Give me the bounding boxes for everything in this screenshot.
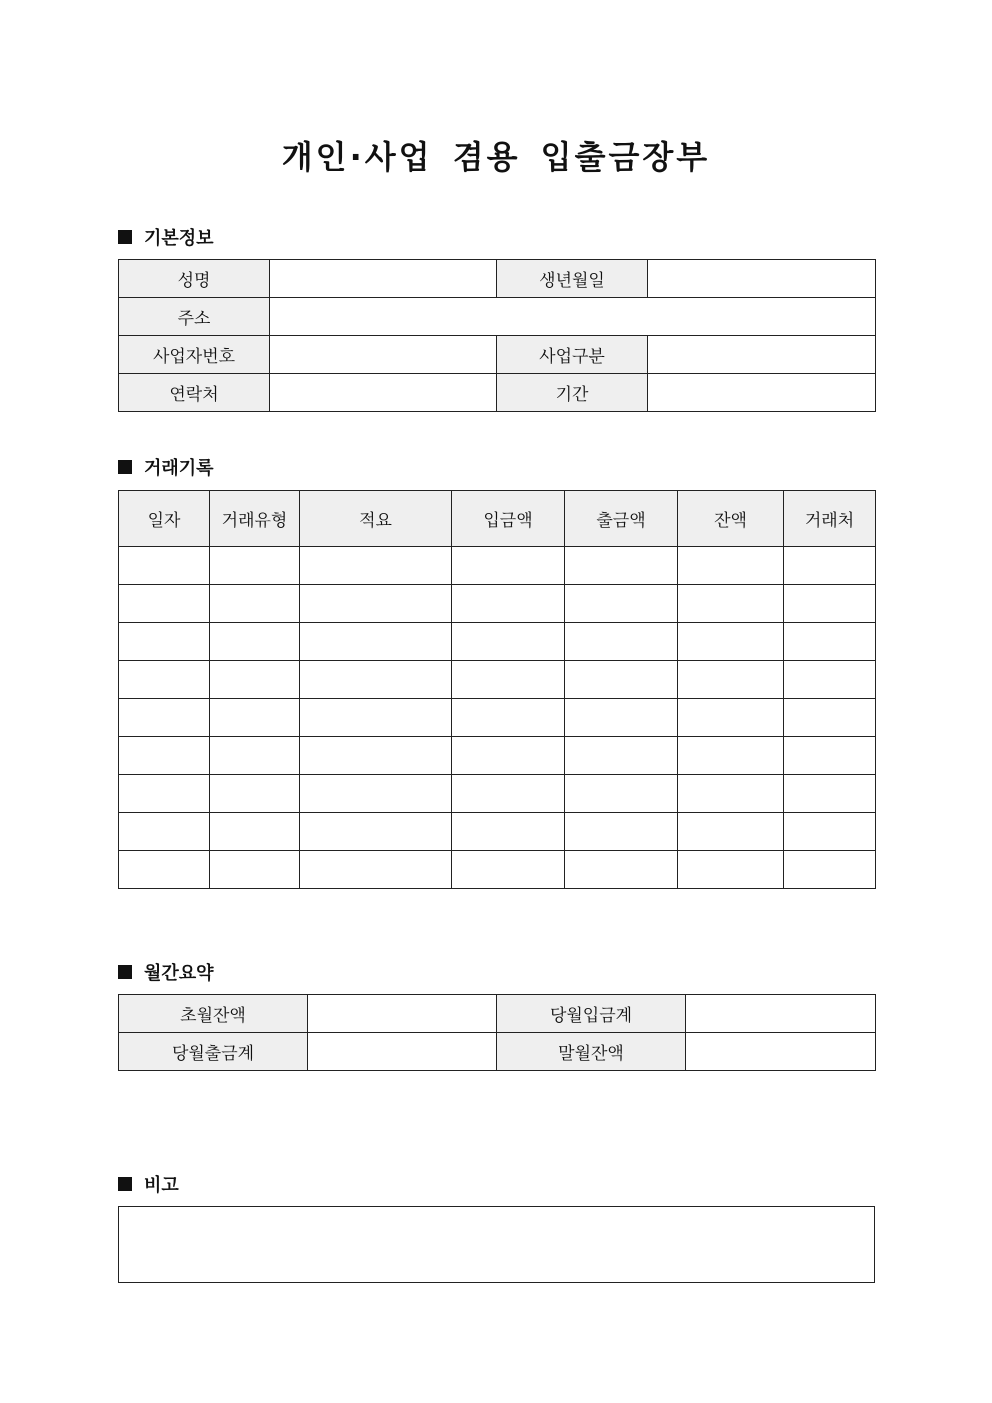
birth-label: 생년월일 — [497, 260, 648, 298]
section-transactions-heading — [118, 454, 214, 480]
col-header-withdrawal: 출금액 — [565, 491, 678, 547]
cell-date[interactable] — [119, 737, 210, 775]
month-withdrawal-total-label: 당월출금계 — [119, 1033, 308, 1071]
cell-counterparty[interactable] — [784, 737, 876, 775]
cell-deposit[interactable] — [452, 699, 565, 737]
cell-description[interactable] — [300, 661, 452, 699]
cell-withdrawal[interactable] — [565, 585, 678, 623]
cell-type[interactable] — [210, 623, 300, 661]
cell-date[interactable] — [119, 585, 210, 623]
biz-type-label: 사업구분 — [497, 336, 648, 374]
cell-date[interactable] — [119, 699, 210, 737]
cell-balance[interactable] — [678, 547, 784, 585]
col-header-date: 일자 — [119, 491, 210, 547]
cell-withdrawal[interactable] — [565, 547, 678, 585]
cell-counterparty[interactable] — [784, 623, 876, 661]
col-header-type: 거래유형 — [210, 491, 300, 547]
cell-date[interactable] — [119, 851, 210, 889]
name-field[interactable] — [270, 260, 497, 298]
birth-field[interactable] — [648, 260, 876, 298]
cell-balance[interactable] — [678, 775, 784, 813]
cell-counterparty[interactable] — [784, 547, 876, 585]
remarks-field[interactable] — [119, 1207, 875, 1283]
opening-balance-label: 초월잔액 — [119, 995, 308, 1033]
col-header-balance: 잔액 — [678, 491, 784, 547]
cell-withdrawal[interactable] — [565, 737, 678, 775]
month-deposit-total-label: 당월입금계 — [497, 995, 686, 1033]
section-summary-heading — [118, 959, 214, 985]
cell-type[interactable] — [210, 585, 300, 623]
col-header-counterparty: 거래처 — [784, 491, 876, 547]
cell-type[interactable] — [210, 661, 300, 699]
cell-deposit[interactable] — [452, 851, 565, 889]
section-basic-info-title: 기본정보 — [144, 228, 214, 249]
cell-date[interactable] — [119, 813, 210, 851]
cell-deposit[interactable] — [452, 813, 565, 851]
cell-deposit[interactable] — [452, 775, 565, 813]
table-row — [119, 699, 876, 737]
cell-balance[interactable] — [678, 851, 784, 889]
cell-withdrawal[interactable] — [565, 623, 678, 661]
cell-type[interactable] — [210, 547, 300, 585]
cell-counterparty[interactable] — [784, 699, 876, 737]
cell-balance[interactable] — [678, 699, 784, 737]
biz-no-field[interactable] — [270, 336, 497, 374]
cell-counterparty[interactable] — [784, 661, 876, 699]
cell-withdrawal[interactable] — [565, 813, 678, 851]
cell-balance[interactable] — [678, 661, 784, 699]
period-label: 기간 — [497, 374, 648, 412]
cell-description[interactable] — [300, 585, 452, 623]
cell-deposit[interactable] — [452, 737, 565, 775]
transactions-header-row — [119, 491, 876, 547]
table-row — [119, 661, 876, 699]
biz-no-label: 사업자번호 — [119, 336, 270, 374]
cell-type[interactable] — [210, 813, 300, 851]
contact-field[interactable] — [270, 374, 497, 412]
cell-type[interactable] — [210, 775, 300, 813]
table-row — [119, 547, 876, 585]
closing-balance-label: 말월잔액 — [497, 1033, 686, 1071]
cell-balance[interactable] — [678, 737, 784, 775]
month-deposit-total-field[interactable] — [686, 995, 876, 1033]
period-field[interactable] — [648, 374, 876, 412]
cell-description[interactable] — [300, 623, 452, 661]
cell-description[interactable] — [300, 775, 452, 813]
biz-type-field[interactable] — [648, 336, 876, 374]
cell-balance[interactable] — [678, 585, 784, 623]
contact-label: 연락처 — [119, 374, 270, 412]
table-row — [119, 585, 876, 623]
section-remarks-title: 비고 — [144, 1175, 179, 1196]
document-title: 개인·사업 겸용 입출금장부 — [281, 138, 711, 176]
cell-counterparty[interactable] — [784, 585, 876, 623]
col-header-deposit: 입금액 — [452, 491, 565, 547]
table-row — [119, 737, 876, 775]
cell-withdrawal[interactable] — [565, 699, 678, 737]
basic-info-table — [118, 259, 876, 412]
cell-counterparty[interactable] — [784, 813, 876, 851]
square-bullet-icon — [118, 1177, 132, 1191]
cell-counterparty[interactable] — [784, 851, 876, 889]
cell-date[interactable] — [119, 547, 210, 585]
cell-description[interactable] — [300, 737, 452, 775]
name-label: 성명 — [119, 260, 270, 298]
section-remarks-heading — [118, 1171, 179, 1197]
cell-balance[interactable] — [678, 623, 784, 661]
address-field[interactable] — [270, 298, 876, 336]
cell-balance[interactable] — [678, 813, 784, 851]
cell-date[interactable] — [119, 661, 210, 699]
cell-deposit[interactable] — [452, 585, 565, 623]
cell-withdrawal[interactable] — [565, 851, 678, 889]
closing-balance-field[interactable] — [686, 1033, 876, 1071]
section-basic-info-heading — [118, 224, 214, 250]
cell-type[interactable] — [210, 699, 300, 737]
cell-withdrawal[interactable] — [565, 661, 678, 699]
col-header-description: 적요 — [300, 491, 452, 547]
month-withdrawal-total-field[interactable] — [308, 1033, 497, 1071]
cell-counterparty[interactable] — [784, 775, 876, 813]
square-bullet-icon — [118, 230, 132, 244]
cell-withdrawal[interactable] — [565, 775, 678, 813]
monthly-summary-table — [118, 994, 876, 1071]
opening-balance-field[interactable] — [308, 995, 497, 1033]
cell-description[interactable] — [300, 851, 452, 889]
cell-description[interactable] — [300, 699, 452, 737]
cell-description[interactable] — [300, 547, 452, 585]
cell-deposit[interactable] — [452, 623, 565, 661]
square-bullet-icon — [118, 460, 132, 474]
square-bullet-icon — [118, 965, 132, 979]
remarks-table — [118, 1206, 875, 1283]
table-row — [119, 623, 876, 661]
cell-type[interactable] — [210, 737, 300, 775]
address-label: 주소 — [119, 298, 270, 336]
cell-date[interactable] — [119, 775, 210, 813]
transactions-table — [118, 490, 876, 889]
cell-description[interactable] — [300, 813, 452, 851]
cell-deposit[interactable] — [452, 661, 565, 699]
cell-type[interactable] — [210, 851, 300, 889]
section-transactions-title: 거래기록 — [144, 458, 214, 479]
section-summary-title: 월간요약 — [144, 963, 214, 984]
cell-date[interactable] — [119, 623, 210, 661]
table-row — [119, 851, 876, 889]
table-row — [119, 775, 876, 813]
table-row — [119, 813, 876, 851]
cell-deposit[interactable] — [452, 547, 565, 585]
